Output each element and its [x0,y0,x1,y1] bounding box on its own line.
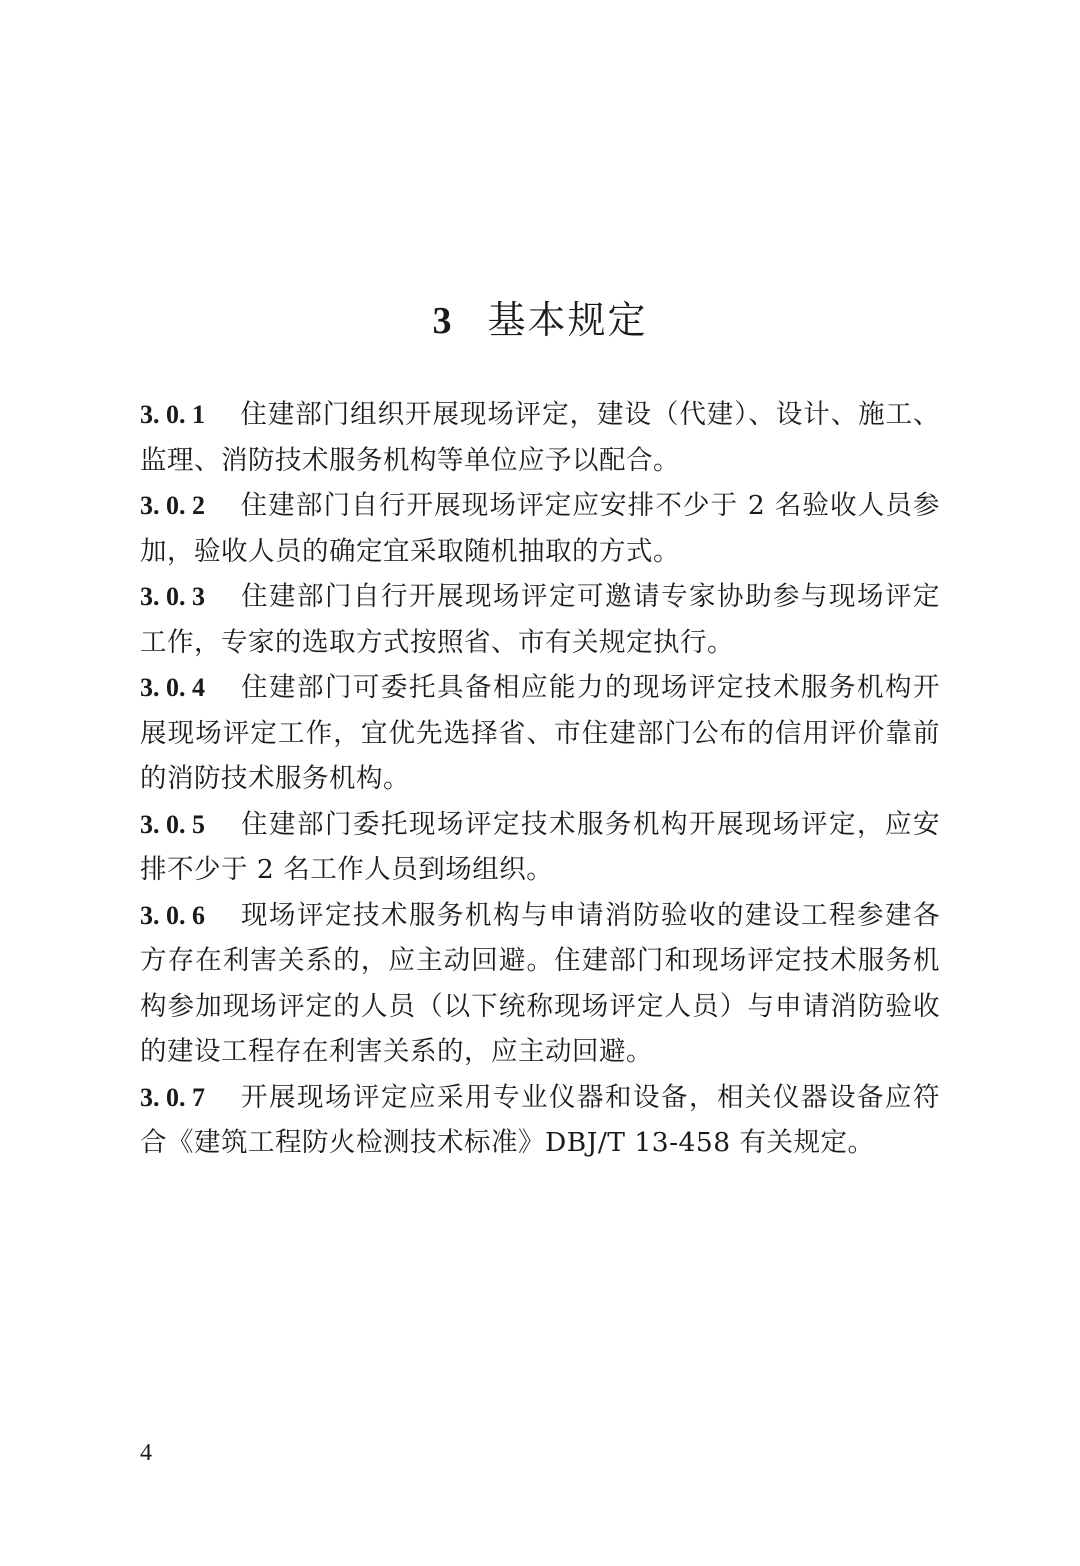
clause-number: 3. 0. 3 [140,582,205,611]
clause-3-0-3 [140,574,940,665]
clause-number: 3. 0. 5 [140,809,205,839]
clause-3-0-6 [140,893,940,1075]
clause-3-0-1 [140,392,940,483]
clause-3-0-7 [140,1075,940,1166]
clause-text: 住建部门自行开展现场评定应安排不少于 2 名验收人员参加，验收人员的确定宜采取随机抽取的方式。 [140,490,940,567]
clause-text: 现场评定技术服务机构与申请消防验收的建设工程参建各方存在利害关系的，应主动回避。住建部门和现场评定技术服务机构参加现场评定的人员（以下统称现场评定人员）与申请消防验收的建设工程存在利害关系的，应主动回避。 [140,899,940,1067]
clause-text: 开展现场评定应采用专业仪器和设备，相关仪器设备应符合《建筑工程防火检测技术标准》DBJ/T 13-458 有关规定。 [140,1081,940,1158]
chapter-title-text: 基本规定 [487,298,648,342]
clause-3-0-5 [140,802,940,893]
clause-3-0-2 [140,483,940,574]
clause-number: 3. 0. 7 [140,1082,205,1112]
chapter-heading [0,290,1080,351]
page-number: 4 [140,1440,152,1466]
clause-3-0-4 [140,665,940,802]
clause-number: 3. 0. 1 [140,400,205,429]
clause-number: 3. 0. 2 [140,491,205,520]
clause-number: 3. 0. 6 [140,900,205,930]
chapter-number: 3 [432,300,454,342]
clause-text: 住建部门自行开展现场评定可邀请专家协助参与现场评定工作，专家的选取方式按照省、市有关规定执行。 [140,581,940,658]
clause-text: 住建部门可委托具备相应能力的现场评定技术服务机构开展现场评定工作，宜优先选择省、市住建部门公布的信用评价靠前的消防技术服务机构。 [140,672,940,794]
clause-text: 住建部门组织开展现场评定，建设（代建）、设计、施工、监理、消防技术服务机构等单位应予以配合。 [140,399,940,476]
clause-text: 住建部门委托现场评定技术服务机构开展现场评定，应安排不少于 2 名工作人员到场组织。 [140,808,940,885]
clause-list [140,392,940,1166]
clause-number: 3. 0. 4 [140,673,205,702]
